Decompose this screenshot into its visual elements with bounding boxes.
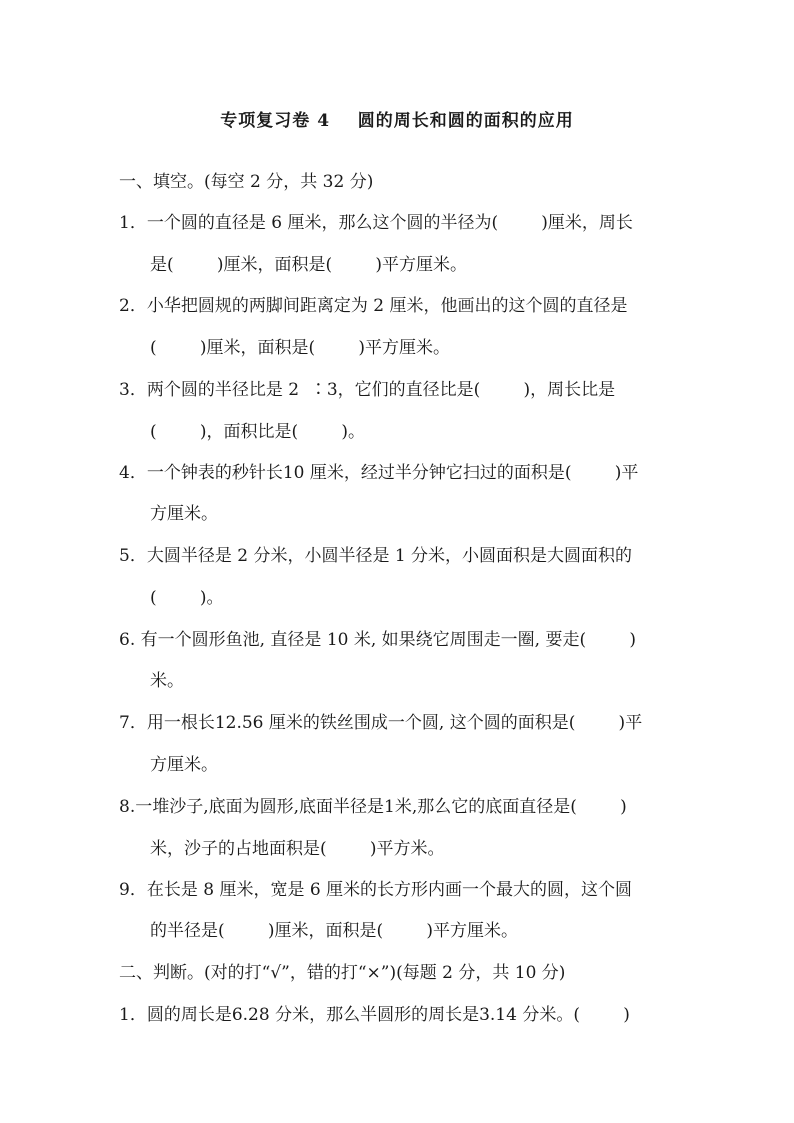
question-5-line-1: 5．大圆半径是 2 分米，小圆半径是 1 分米，小圆面积是大圆面积的 bbox=[119, 546, 633, 566]
question-7-line-2: 方厘米。 bbox=[150, 755, 218, 775]
question-4-line-2: 方厘米。 bbox=[150, 504, 218, 524]
section-heading-fill-blank: 一、填空。(每空 2 分，共 32 分) bbox=[119, 172, 374, 192]
question-8-line-1: 8.一堆沙子,底面为圆形,底面半径是1米,那么它的底面直径是( ) bbox=[119, 797, 627, 817]
question-4-line-1: 4．一个钟表的秒针长10 厘米，经过半分钟它扫过的面积是( )平 bbox=[119, 463, 639, 483]
judge-question-1: 1．圆的周长是6.28 分米，那么半圆形的周长是3.14 分米。( ) bbox=[119, 1005, 630, 1025]
question-6-line-1: 6. 有一个圆形鱼池, 直径是 10 米, 如果绕它周围走一圈, 要走( ) bbox=[119, 630, 636, 650]
question-6-line-2: 米。 bbox=[150, 671, 184, 691]
question-3-line-2: ( )，面积比是( )。 bbox=[150, 422, 365, 442]
question-1-line-2: 是( )厘米，面积是( )平方厘米。 bbox=[150, 255, 467, 275]
question-9-line-2: 的半径是( )厘米，面积是( )平方厘米。 bbox=[150, 921, 518, 941]
section-heading-true-false: 二、判断。(对的打“√”，错的打“×”)(每题 2 分，共 10 分) bbox=[119, 963, 566, 983]
question-2-line-2: ( )厘米，面积是( )平方厘米。 bbox=[150, 338, 450, 358]
question-9-line-1: 9．在长是 8 厘米，宽是 6 厘米的长方形内画一个最大的圆，这个圆 bbox=[119, 880, 633, 900]
page-title: 专项复习卷 4 圆的周长和圆的面积的应用 bbox=[220, 111, 574, 131]
question-7-line-1: 7．用一根长12.56 厘米的铁丝围成一个圆, 这个圆的面积是( )平 bbox=[119, 713, 643, 733]
question-8-line-2: 米，沙子的占地面积是( )平方米。 bbox=[150, 839, 445, 859]
question-1-line-1: 1．一个圆的直径是 6 厘米，那么这个圆的半径为( )厘米，周长 bbox=[119, 213, 633, 233]
question-3-line-1: 3．两个圆的半径比是 2 ∶3，它们的直径比是( )，周长比是 bbox=[119, 380, 616, 400]
question-5-line-2: ( )。 bbox=[150, 588, 224, 608]
question-2-line-1: 2．小华把圆规的两脚间距离定为 2 厘米，他画出的这个圆的直径是 bbox=[119, 296, 628, 316]
